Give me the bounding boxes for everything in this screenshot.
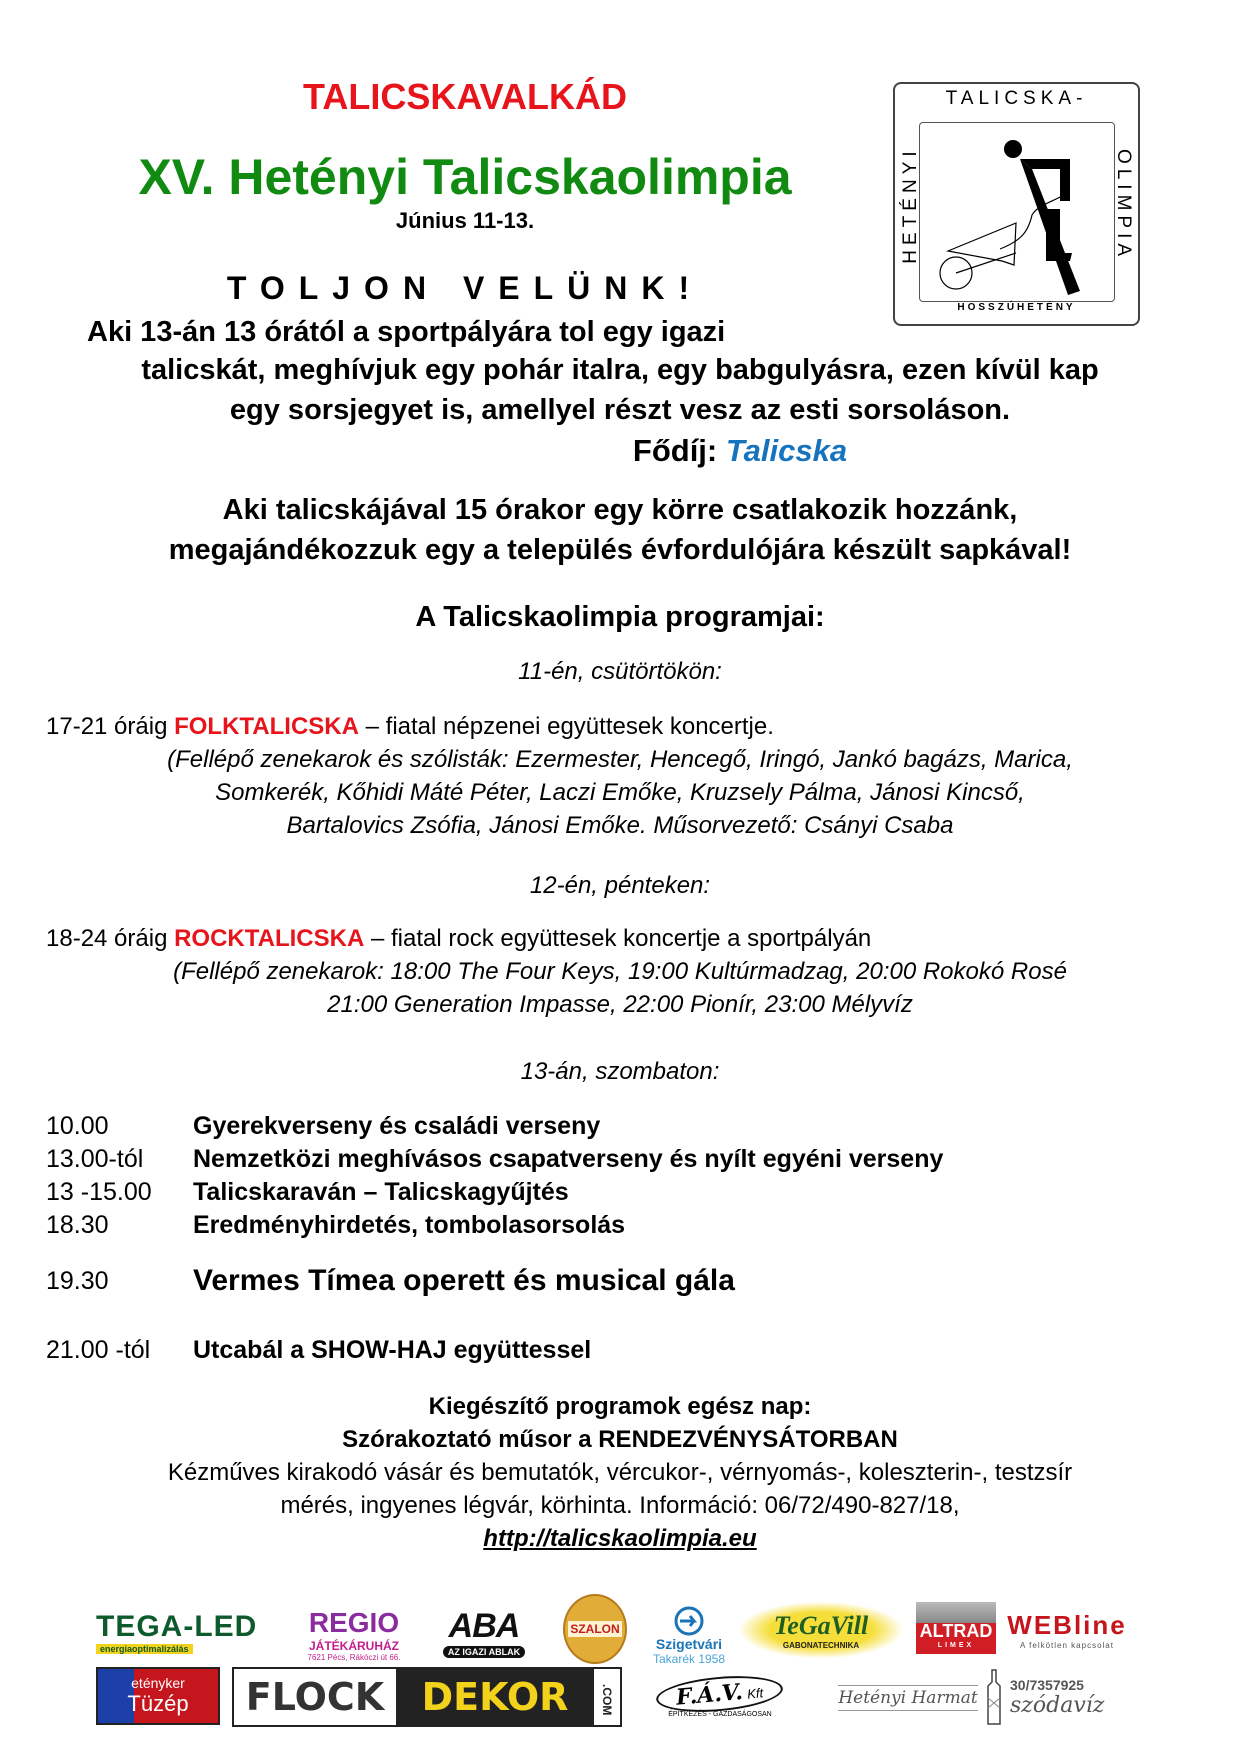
website-link-row xyxy=(0,1525,1240,1553)
event-dates: Június 11-13. xyxy=(395,208,535,233)
sponsor-fav xyxy=(632,1668,808,1726)
logo-inner-frame xyxy=(919,122,1115,302)
sponsor-sub: JÁTÉKÁRUHÁZ xyxy=(309,1638,399,1653)
sponsor-name: TeGaVill xyxy=(773,1610,869,1640)
day2-event-time: 18-24 óráig xyxy=(46,925,168,952)
sponsor-regio xyxy=(288,1604,420,1664)
logo-left-text: HETÉNYI xyxy=(900,146,921,264)
day2-performers-line: (Fellépő zenekarok: 18:00 The Four Keys, 19:00 Kultúrmadzag, 20:00 Rokokó Rosé xyxy=(173,958,1067,985)
sponsor-flockdekor xyxy=(232,1667,622,1727)
sponsor-name: Hetényi Harmat xyxy=(838,1685,977,1711)
extras-tent-program: Szórakoztató műsor a RENDEZVÉNYSÁTORBAN xyxy=(342,1426,898,1453)
sponsor-sub: LIMEX xyxy=(937,1642,975,1649)
schedule-desc: Gyerekverseny és családi verseny xyxy=(193,1112,601,1140)
main-prize xyxy=(0,433,1240,469)
wheelbarrow-pusher-icon xyxy=(920,123,1114,301)
schedule-row xyxy=(46,1112,600,1141)
sponsor-sub: energiaoptimalizálás xyxy=(96,1644,193,1654)
sponsor-name: FLOCK xyxy=(245,1675,385,1719)
cap-offer-line-2: megajándékozzuk egy a település évfordulójára készült sapkával! xyxy=(168,534,1072,566)
schedule-desc: Nemzetközi meghívásos csapatverseny és nyílt egyéni verseny xyxy=(193,1145,944,1173)
website-link[interactable]: http://talicskaolimpia.eu xyxy=(483,1525,757,1552)
extras-description-line-2: mérés, ingyenes légvár, körhinta. Információ: 06/72/490-827/18, xyxy=(280,1492,960,1519)
sponsor-altrad xyxy=(916,1602,996,1654)
sponsor-sub: AZ IGAZI ABLAK xyxy=(443,1646,525,1658)
day1-performers-line: Somkerék, Kőhidi Máté Péter, Laczi Emőke, Kruzsely Pálma, Jánosi Kincső, xyxy=(215,779,1025,806)
schedule-time: 19.30 xyxy=(46,1267,109,1295)
logo-bottom-text: HOSSZÚHETÉNY xyxy=(957,302,1076,313)
schedule-row xyxy=(46,1336,591,1365)
day2-event-name: ROCKTALICSKA xyxy=(174,925,365,952)
sponsor-name-2: DEKOR xyxy=(396,1669,594,1725)
sponsor-aba xyxy=(432,1604,536,1660)
sponsor-name: SZALON xyxy=(570,1622,620,1636)
sponsor-sub: Takarék 1958 xyxy=(652,1652,726,1666)
extras-heading: Kiegészítő programok egész nap: xyxy=(428,1393,812,1420)
day2-heading: 12-én, pénteken: xyxy=(529,872,711,899)
intro-line-1: Aki 13-án 13 órától a sportpályára tol egy igazi xyxy=(87,316,726,348)
sponsor-name: WEBline xyxy=(1007,1610,1127,1640)
sponsor-sub: A felkötlen kapcsolat xyxy=(1020,1641,1114,1650)
main-title: XV. Hetényi Talicskaolimpia xyxy=(138,149,792,205)
schedule-desc: Talicskaraván – Talicskagyűjtés xyxy=(193,1178,569,1206)
schedule-time: 13 -15.00 xyxy=(46,1178,152,1206)
extras-description-line-1: Kézműves kirakodó vásár és bemutatók, vércukor-, vérnyomás-, koleszterin-, testzsír xyxy=(167,1459,1073,1486)
schedule-desc: Utcabál a SHOW-HAJ együttessel xyxy=(193,1336,592,1364)
fav-oval xyxy=(655,1671,785,1716)
sponsor-webline xyxy=(1008,1602,1126,1658)
slogan: TOLJON VELÜNK! xyxy=(226,270,704,306)
day2-performers-line: 21:00 Generation Impasse, 22:00 Pionír, 23:00 Mélyvíz xyxy=(327,991,913,1018)
sponsor-tagline: ÉPÍTKEZÉS - GAZDASÁGOSAN xyxy=(668,1710,772,1718)
intro-line-3: egy sorsjegyet is, amellyel részt vesz az esti sorsoláson. xyxy=(229,394,1011,426)
olympics-logo xyxy=(893,82,1140,326)
day2-event xyxy=(46,925,871,953)
day1-event-name: FOLKTALICSKA xyxy=(174,713,359,740)
schedule-time: 18.30 xyxy=(46,1211,109,1239)
sponsor-szodaviz xyxy=(984,1666,1134,1728)
soda-siphon-icon xyxy=(984,1668,1004,1726)
schedule-row-highlight xyxy=(46,1264,735,1298)
sponsor-sub: Tüzép xyxy=(127,1691,189,1716)
sponsor-name: REGIO xyxy=(308,1606,400,1638)
schedule-time: 10.00 xyxy=(46,1112,109,1140)
day1-heading: 11-én, csütörtökön: xyxy=(518,658,722,685)
schedule-row xyxy=(46,1145,943,1174)
sponsor-name: F.Á.V. xyxy=(675,1678,745,1711)
schedule-desc: Eredményhirdetés, tombolasorsolás xyxy=(193,1211,626,1239)
sponsor-address: 7621 Pécs, Rákóczi út 66. xyxy=(307,1652,401,1662)
schedule-desc: Vermes Tímea operett és musical gála xyxy=(193,1264,735,1297)
sponsor-hetenyi-harmat xyxy=(838,1668,978,1728)
intro-line-2: talicskát, meghívjuk egy pohár italra, egy babgulyásra, ezen kívül kap xyxy=(141,354,1099,386)
sponsor-sub: GABONATECHNIKA xyxy=(782,1640,860,1650)
schedule-row xyxy=(46,1211,625,1240)
cap-offer-line-1: Aki talicskájával 15 órakor egy körre csatlakozik hozzánk, xyxy=(222,494,1018,526)
sponsor-name: TEGA-LED xyxy=(96,1610,258,1643)
sponsor-sub: szódavíz xyxy=(1010,1692,1105,1718)
day1-event-desc: – fiatal népzenei együttesek koncertje. xyxy=(365,713,774,740)
schedule-time: 13.00-tól xyxy=(46,1145,144,1173)
day1-event-time: 17-21 óráig xyxy=(46,713,168,740)
prize-value: Talicska xyxy=(725,433,848,468)
sponsor-szalon xyxy=(563,1594,627,1664)
arrow-circle-icon xyxy=(674,1606,704,1636)
program-title: A Talicskaolimpia programjai: xyxy=(415,601,825,633)
logo-top-text: TALICSKA- xyxy=(945,88,1088,109)
schedule-time: 21.00 -tól xyxy=(46,1336,151,1364)
schedule-row xyxy=(46,1178,569,1207)
sponsor-szigetvari-takarek xyxy=(643,1584,735,1666)
sponsor-name: etényker xyxy=(131,1675,185,1691)
logo-right-text: OLIMPIA xyxy=(1113,148,1134,262)
day1-performers-line: Bartalovics Zsófia, Jánosi Emőke. Műsorvezető: Csányi Csaba xyxy=(286,812,954,839)
sponsor-name: ABA xyxy=(448,1606,520,1645)
sponsor-name: ALTRAD xyxy=(919,1621,993,1641)
day3-heading: 13-án, szombaton: xyxy=(520,1058,720,1085)
sponsor-phone: 30/7357925 xyxy=(1010,1676,1084,1693)
sponsor-name: Szigetvári xyxy=(655,1636,723,1652)
prize-label: Fődíj: xyxy=(632,433,718,468)
day1-performers-line: (Fellépő zenekarok és szólisták: Ezermester, Hencegő, Iringó, Jankó bagázs, Marica, xyxy=(167,746,1073,773)
sponsor-sub: Kft xyxy=(747,1684,765,1702)
day1-event xyxy=(46,713,774,741)
day2-event-desc: – fiatal rock együttesek koncertje a sportpályán xyxy=(370,925,872,952)
sponsor-tega-led xyxy=(96,1608,276,1656)
sponsor-tegavill xyxy=(740,1602,902,1658)
sponsor-tuzep xyxy=(96,1667,220,1725)
sponsor-sub: .COM xyxy=(600,1684,614,1716)
kicker-title: TALICSKAVALKÁD xyxy=(303,76,627,117)
